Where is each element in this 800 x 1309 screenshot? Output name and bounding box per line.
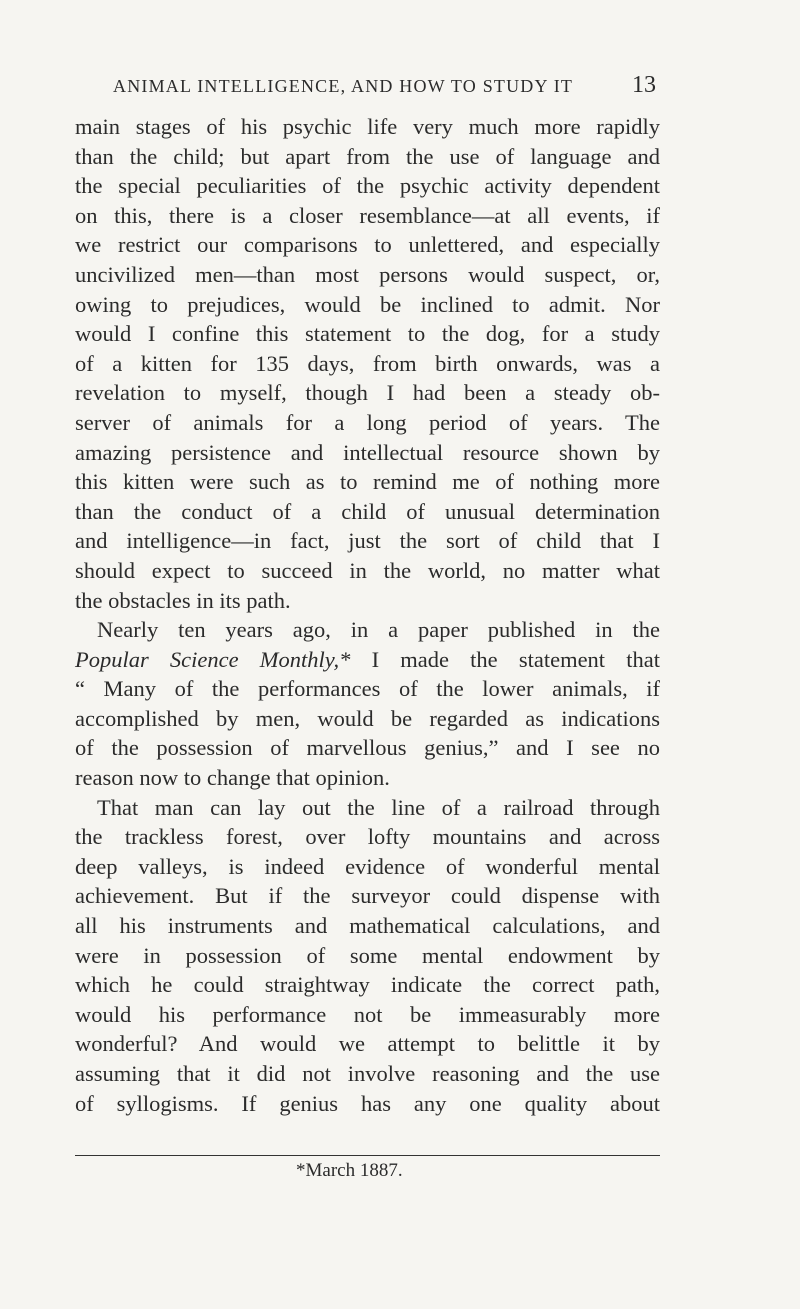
text-line: uncivilized men—than most persons would suspect, or, bbox=[75, 261, 660, 287]
text-line: should expect to succeed in the world, no matter what bbox=[75, 557, 660, 583]
text-line: assuming that it did not involve reasoning and the use bbox=[75, 1061, 660, 1086]
text-line: revelation to myself, though I had been a steady ob- bbox=[75, 380, 660, 406]
journal-title: Popular Science Monthly, bbox=[75, 646, 340, 672]
text-line: owing to prejudices, would be inclined to admit. Nor bbox=[75, 291, 660, 317]
paragraph-first-line: Nearly ten years ago, in a paper published in the bbox=[97, 617, 660, 643]
footnote-rule bbox=[75, 1155, 660, 1156]
running-title: ANIMAL INTELLIGENCE, AND HOW TO STUDY IT bbox=[113, 76, 574, 96]
text-line-with-citation bbox=[75, 645, 660, 675]
text-fragment: I made the statement that bbox=[350, 646, 660, 672]
footnote-marker: * bbox=[296, 1160, 306, 1181]
text-line: of syllogisms. If genius has any one quality about bbox=[75, 1090, 660, 1116]
text-line: of a kitten for 135 days, from birth onwards, was a bbox=[75, 350, 660, 376]
text-line: the trackless forest, over lofty mountains and across bbox=[75, 824, 660, 850]
text-line: “ Many of the performances of the lower animals, if bbox=[75, 676, 660, 702]
text-line: main stages of his psychic life very much more rapidly bbox=[75, 114, 660, 139]
text-line: of the possession of marvellous genius,” and I see no bbox=[75, 735, 660, 761]
text-line: deep valleys, is indeed evidence of wonderful mental bbox=[75, 853, 660, 879]
paragraph-first-line: That man can lay out the line of a railroad through bbox=[97, 794, 660, 820]
text-line: all his instruments and mathematical calculations, and bbox=[75, 913, 660, 939]
text-line: the special peculiarities of the psychic activity dependent bbox=[75, 173, 660, 199]
text-line: server of animals for a long period of years. The bbox=[75, 409, 660, 435]
text-line: wonderful? And would we attempt to belittle it by bbox=[75, 1031, 660, 1057]
text-line: were in possession of some mental endowment by bbox=[75, 942, 660, 968]
footnote-text: March 1887. bbox=[305, 1160, 403, 1181]
text-line: than the child; but apart from the use of language and bbox=[75, 143, 660, 169]
footnote-marker: * bbox=[339, 646, 351, 672]
text-line: the obstacles in its path. bbox=[75, 587, 291, 613]
text-line: and intelligence—in fact, just the sort of child that I bbox=[75, 528, 660, 554]
text-line: achievement. But if the surveyor could dispense with bbox=[75, 883, 660, 909]
body-text bbox=[75, 112, 660, 1118]
text-line: this kitten were such as to remind me of nothing more bbox=[75, 469, 660, 495]
text-line: on this, there is a closer resemblance—at all events, if bbox=[75, 202, 660, 228]
text-line: than the conduct of a child of unusual determination bbox=[75, 498, 660, 524]
text-line: amazing persistence and intellectual resource shown by bbox=[75, 439, 660, 465]
page-number: 13 bbox=[632, 72, 656, 98]
text-line: accomplished by men, would be regarded as indications bbox=[75, 705, 660, 731]
text-line: which he could straightway indicate the correct path, bbox=[75, 972, 660, 998]
text-line: we restrict our comparisons to unlettered, and especially bbox=[75, 232, 660, 258]
text-line: would his performance not be immeasurably more bbox=[75, 1001, 660, 1027]
text-line: would I confine this statement to the dog, for a study bbox=[75, 321, 660, 347]
text-line: reason now to change that opinion. bbox=[75, 765, 390, 791]
running-head bbox=[113, 72, 656, 106]
